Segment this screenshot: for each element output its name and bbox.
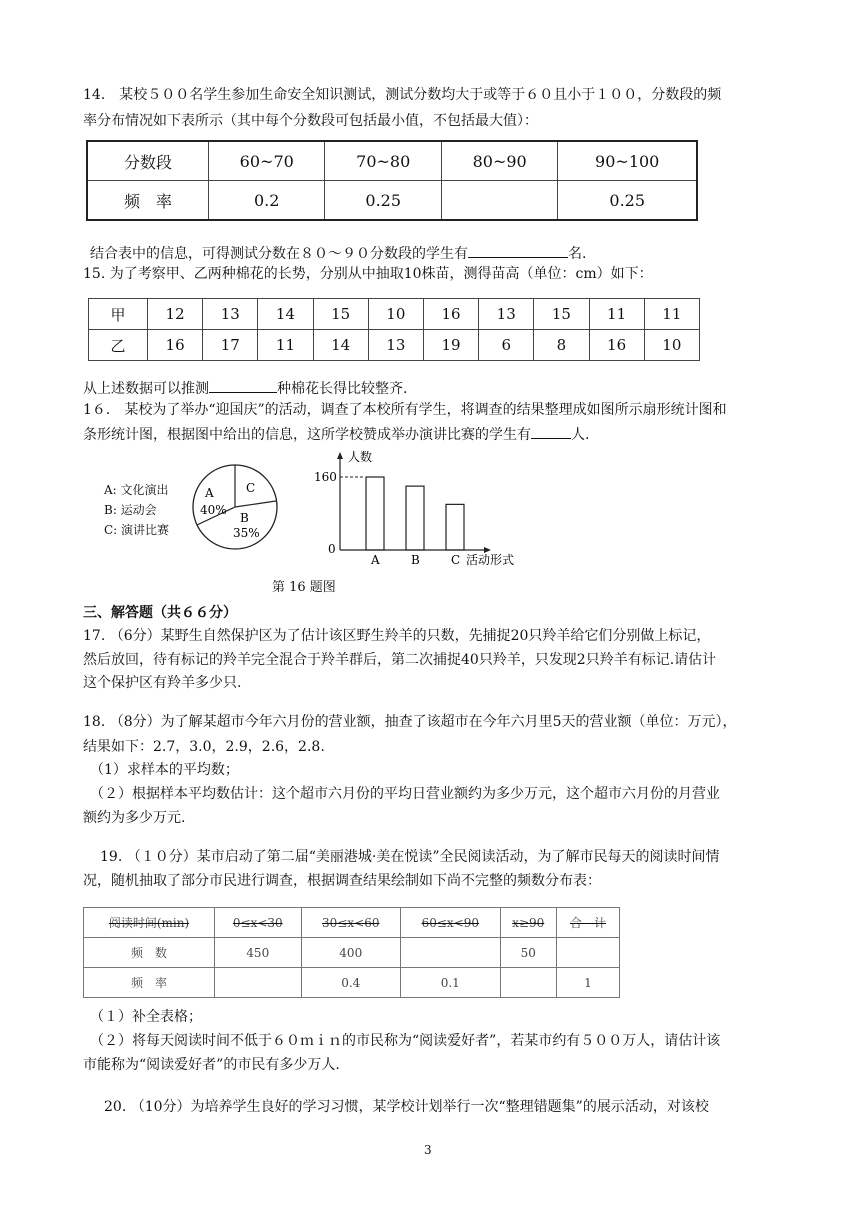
answer-blank bbox=[209, 377, 277, 393]
answer-blank bbox=[468, 242, 568, 258]
q18-line4: （２）根据样本平均数估计：这个超市六月份的平均日营业额约为多少万元，这个超市六月份的月营业 bbox=[90, 786, 720, 802]
q14-line1: 14． 某校５００名学生参加生命安全知识测试，测试分数均大于或等于６０且小于１００，分数段的频 bbox=[83, 87, 722, 103]
legend-item: B: 运动会 bbox=[104, 503, 157, 517]
q15-after-text-end: 种棉花长得比较整齐. bbox=[277, 381, 408, 397]
pie-legend bbox=[104, 480, 169, 540]
table-cell: 16 bbox=[589, 330, 644, 361]
table-cell: 70~80 bbox=[325, 141, 441, 181]
pie-pct-a: 40% bbox=[200, 503, 227, 517]
table-cell: 13 bbox=[368, 330, 423, 361]
q17-line3: 这个保护区有羚羊多少只. bbox=[83, 675, 242, 691]
table-row bbox=[84, 938, 620, 968]
q14-after-text: 结合表中的信息，可得测试分数在８０～９０分数段的学生有 bbox=[90, 246, 468, 262]
q19-table bbox=[83, 907, 620, 998]
table-cell: 14 bbox=[258, 299, 313, 330]
q16-line1: 1６． 某校为了举办“迎国庆”的活动，调查了本校所有学生，将调查的结果整理成如图所示扇形统计图和 bbox=[83, 402, 727, 418]
table-row bbox=[87, 181, 697, 221]
bar-C bbox=[446, 504, 464, 550]
q19-line1: 19. （１０分）某市启动了第二届“美丽港城·美在悦读”全民阅读活动，为了解市民每天的阅读时间情 bbox=[100, 849, 720, 865]
table-cell: 合 计 bbox=[556, 908, 619, 938]
table-cell: 60≤x<90 bbox=[401, 908, 501, 938]
y-tick-label: 0 bbox=[328, 542, 336, 556]
table-row bbox=[87, 141, 697, 181]
y-axis-arrow bbox=[337, 452, 343, 459]
q16-line2-text: 条形统计图，根据图中给出的信息，这所学校赞成举办演讲比赛的学生有 bbox=[83, 427, 531, 443]
pie-label-c: C bbox=[246, 481, 256, 495]
q15-answer-line bbox=[83, 377, 783, 399]
section-heading: 三、解答题（共６６分） bbox=[83, 605, 237, 621]
q16-line2-end: 人. bbox=[571, 427, 590, 443]
bar-A bbox=[366, 477, 384, 550]
table-cell: 50 bbox=[500, 938, 556, 968]
table-cell bbox=[500, 968, 556, 998]
q19-part1: （１）补全表格； bbox=[90, 1009, 202, 1025]
table-cell: 11 bbox=[644, 299, 699, 330]
table-row bbox=[84, 968, 620, 998]
table-cell: 12 bbox=[148, 299, 203, 330]
table-cell: 400 bbox=[301, 938, 401, 968]
table-cell: 1 bbox=[556, 968, 619, 998]
pie-divider bbox=[235, 501, 276, 507]
q18-line2: 结果如下：2.7，3.0，2.9，2.6，2.8. bbox=[83, 739, 325, 755]
table-cell: 10 bbox=[368, 299, 423, 330]
q14-table bbox=[86, 140, 698, 221]
x-tick-label: A bbox=[371, 553, 380, 567]
table-cell: 频 率 bbox=[87, 181, 209, 221]
bar-chart bbox=[310, 450, 530, 575]
legend-item: A: 文化演出 bbox=[104, 483, 169, 497]
q19-line2: 况，随机抽取了部分市民进行调查，根据调查结果绘制如下尚不完整的频数分布表： bbox=[83, 873, 601, 889]
q15-line1: 15. 为了考察甲、乙两种棉花的长势，分别从中抽取10株苗，测得苗高（单位：cm）如下： bbox=[83, 266, 653, 282]
table-cell: 60~70 bbox=[209, 141, 325, 181]
table-cell: 30≤x<60 bbox=[301, 908, 401, 938]
q15-after-text: 从上述数据可以推测 bbox=[83, 381, 209, 397]
q20-line1: 20. （10分）为培养学生良好的学习习惯，某学校计划举行一次“整理错题集”的展示活动，对该校 bbox=[104, 1099, 709, 1115]
table-cell: 80~90 bbox=[441, 141, 557, 181]
table-cell: 6 bbox=[479, 330, 534, 361]
table-cell: 频 数 bbox=[84, 938, 215, 968]
y-tick-label: 160 bbox=[314, 470, 337, 484]
table-cell: 甲 bbox=[89, 299, 148, 330]
table-cell: 11 bbox=[258, 330, 313, 361]
table-cell: 11 bbox=[589, 299, 644, 330]
q14-answer-line bbox=[90, 242, 790, 264]
bar-B bbox=[406, 486, 424, 550]
q15-table bbox=[88, 298, 700, 361]
table-cell bbox=[556, 938, 619, 968]
q19-part2b: 市能称为“阅读爱好者”的市民有多少万人. bbox=[83, 1057, 340, 1073]
table-cell: 450 bbox=[215, 938, 302, 968]
table-cell: 19 bbox=[423, 330, 478, 361]
x-axis-label: 活动形式 bbox=[466, 553, 515, 567]
table-cell: 0≤x<30 bbox=[215, 908, 302, 938]
table-cell: 13 bbox=[203, 299, 258, 330]
table-cell: 13 bbox=[479, 299, 534, 330]
q18-line3: （1）求样本的平均数； bbox=[90, 762, 239, 778]
table-cell: 阅读时间(min) bbox=[84, 908, 215, 938]
table-cell: 0.25 bbox=[558, 181, 697, 221]
q17-line2: 然后放回，待有标记的羚羊完全混合于羚羊群后，第二次捕捉40只羚羊，只发现2只羚羊有标记.请估计 bbox=[83, 652, 717, 668]
table-cell: 17 bbox=[203, 330, 258, 361]
y-axis-label: 人数 bbox=[348, 450, 373, 464]
pie-label-a: A bbox=[205, 486, 214, 500]
table-cell: 分数段 bbox=[87, 141, 209, 181]
table-cell: 0.2 bbox=[209, 181, 325, 221]
table-cell: 16 bbox=[423, 299, 478, 330]
pie-chart bbox=[190, 460, 280, 554]
table-cell: 0.4 bbox=[301, 968, 401, 998]
q16-line2 bbox=[83, 423, 783, 445]
pie-pct-b: 35% bbox=[233, 526, 260, 540]
table-cell: 0.25 bbox=[325, 181, 441, 221]
table-cell: 0.1 bbox=[401, 968, 501, 998]
table-row bbox=[84, 908, 620, 938]
legend-item: C: 演讲比赛 bbox=[104, 523, 170, 537]
table-cell: 10 bbox=[644, 330, 699, 361]
q18-line1: 18. （8分）为了解某超市今年六月份的营业额，抽查了该超市在今年六月里5天的营业额（单位：万元）， bbox=[83, 714, 737, 730]
table-row bbox=[89, 299, 700, 330]
q18-line5: 额约为多少万元. bbox=[83, 810, 186, 826]
table-row bbox=[89, 330, 700, 361]
table-cell: x≥90 bbox=[500, 908, 556, 938]
x-tick-label: B bbox=[411, 553, 420, 567]
q17-line1: 17. （6分）某野生自然保护区为了估计该区野生羚羊的只数，先捕捉20只羚羊给它们分别做上标记， bbox=[83, 628, 711, 644]
table-cell bbox=[215, 968, 302, 998]
q14-after-text-end: 名. bbox=[568, 246, 587, 262]
pie-label-b: B bbox=[240, 511, 249, 525]
table-cell: 14 bbox=[313, 330, 368, 361]
table-cell: 15 bbox=[534, 299, 589, 330]
table-cell: 90~100 bbox=[558, 141, 697, 181]
table-cell: 乙 bbox=[89, 330, 148, 361]
table-cell bbox=[401, 938, 501, 968]
page-number: 3 bbox=[424, 1143, 432, 1157]
table-cell: 15 bbox=[313, 299, 368, 330]
x-tick-label: C bbox=[451, 553, 461, 567]
answer-blank bbox=[531, 423, 571, 439]
figure-caption: 第 16 题图 bbox=[272, 580, 336, 595]
q19-part2: （２）将每天阅读时间不低于６０ｍｉｎ的市民称为“阅读爱好者”，若某市约有５００万人，请估计该 bbox=[90, 1033, 721, 1049]
table-cell: 8 bbox=[534, 330, 589, 361]
table-cell: 频 率 bbox=[84, 968, 215, 998]
table-cell bbox=[441, 181, 557, 221]
q14-line2: 率分布情况如下表所示（其中每个分数段可包括最小值，不包括最大值）： bbox=[83, 113, 538, 129]
table-cell: 16 bbox=[148, 330, 203, 361]
